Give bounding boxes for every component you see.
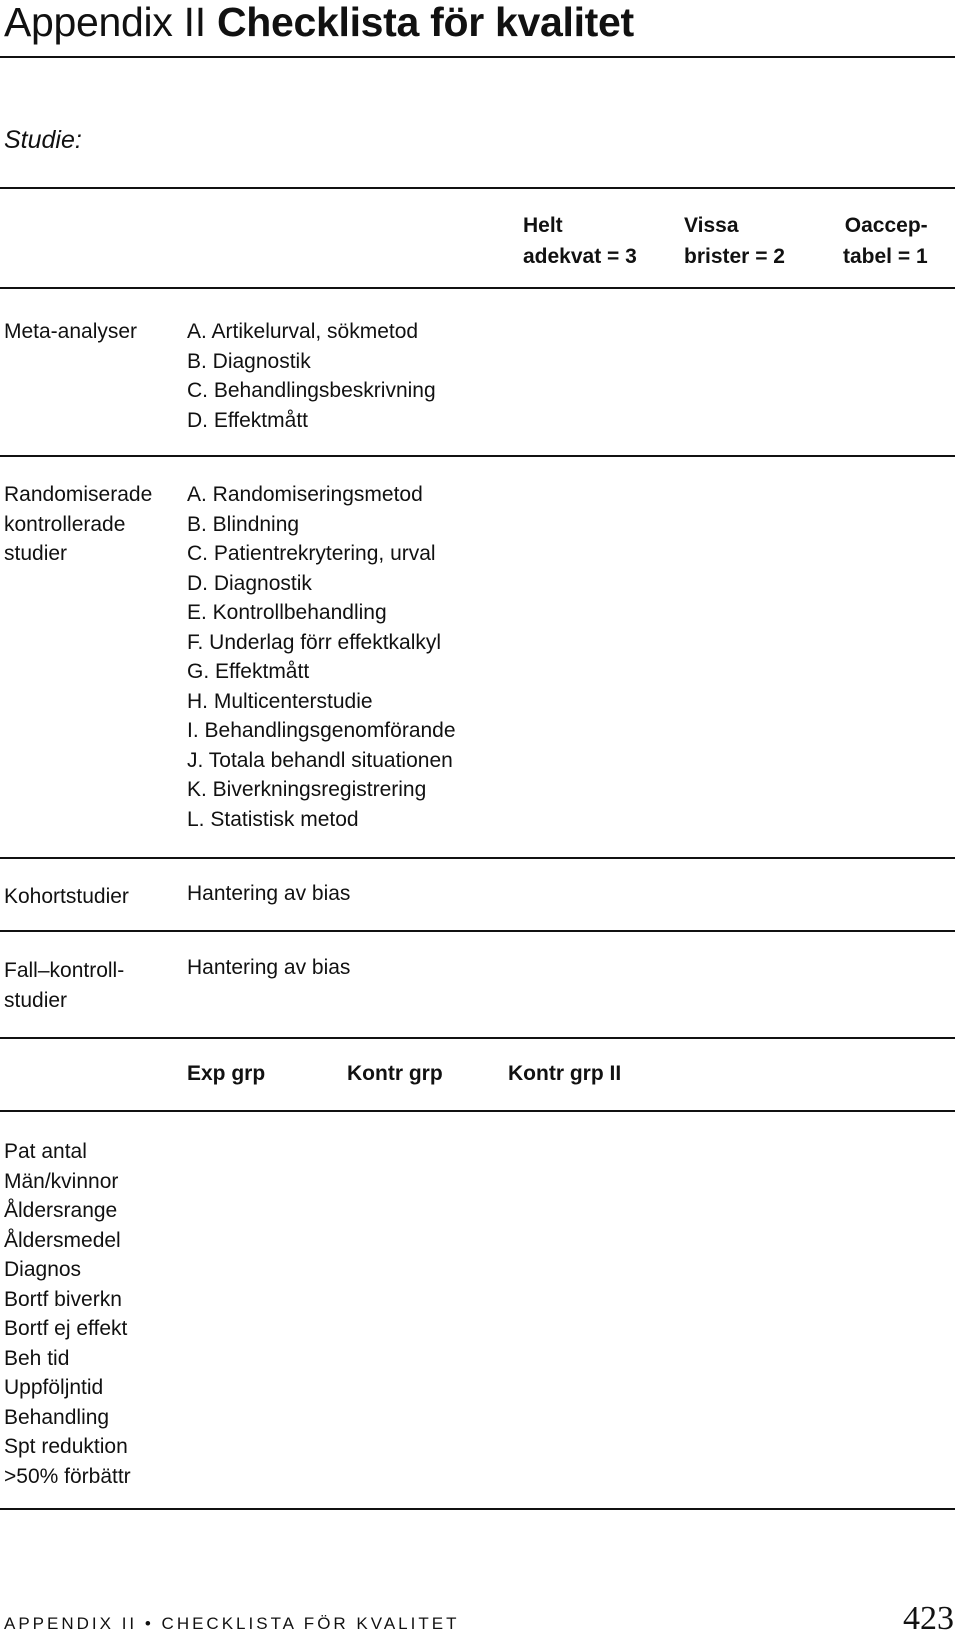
list-item: >50% förbättr bbox=[4, 1464, 131, 1488]
list-item: D. Diagnostik bbox=[187, 571, 312, 595]
list-item: B. Blindning bbox=[187, 512, 300, 536]
cohort-rule bbox=[0, 930, 955, 932]
list-item: Bortf biverkn bbox=[4, 1287, 122, 1311]
page-title bbox=[4, 0, 634, 44]
running-footer: APPENDIX II • CHECKLISTA FÖR KVALITET bbox=[4, 1614, 460, 1633]
list-item: L. Statistisk metod bbox=[187, 807, 359, 831]
patient-rule bbox=[0, 1508, 955, 1510]
header-rule bbox=[0, 287, 955, 289]
group-header-kontr-ii: Kontr grp II bbox=[508, 1062, 622, 1085]
list-item: Pat antal bbox=[4, 1140, 87, 1163]
rct-items bbox=[187, 480, 456, 834]
study-label: Studie: bbox=[4, 126, 82, 154]
study-rule bbox=[0, 187, 955, 189]
list-item: C. Patientrekrytering, urval bbox=[187, 542, 436, 565]
list-item: K. Biverkningsregistrering bbox=[187, 778, 427, 801]
title-prefix: Appendix II bbox=[4, 0, 206, 45]
list-item: A. Randomiseringsmetod bbox=[187, 483, 423, 506]
case-control-text: Hantering av bias bbox=[187, 956, 351, 979]
meta-analysis-items bbox=[187, 317, 436, 435]
rct-rule bbox=[0, 857, 955, 859]
group-header-kontr: Kontr grp bbox=[347, 1062, 443, 1085]
list-item: Män/kvinnor bbox=[4, 1169, 119, 1193]
patient-fields bbox=[4, 1137, 131, 1491]
list-item: C. Behandlingsbeskrivning bbox=[187, 379, 436, 402]
case-control-rule bbox=[0, 1037, 955, 1039]
list-item: G. Effektmått bbox=[187, 660, 310, 683]
list-item: J. Totala behandl situationen bbox=[187, 748, 453, 772]
cohort-text: Hantering av bias bbox=[187, 882, 351, 905]
cohort-label: Kohortstudier bbox=[4, 885, 129, 908]
rating-header-2: Vissa brister = 2 bbox=[684, 214, 785, 268]
list-item: I. Behandlingsgenomförande bbox=[187, 719, 456, 742]
group-header-exp: Exp grp bbox=[187, 1062, 266, 1085]
list-item: Diagnos bbox=[4, 1258, 82, 1281]
list-item: Bortf ej effekt bbox=[4, 1317, 128, 1340]
list-item: E. Kontrollbehandling bbox=[187, 601, 387, 624]
list-item: Åldersrange bbox=[4, 1199, 118, 1222]
list-item: Åldersmedel bbox=[4, 1228, 121, 1252]
list-item: Behandling bbox=[4, 1405, 110, 1429]
list-item: Spt reduktion bbox=[4, 1435, 128, 1458]
list-item: Beh tid bbox=[4, 1346, 70, 1370]
title-rule bbox=[0, 56, 955, 58]
list-item: F. Underlag förr effektkalkyl bbox=[187, 630, 442, 654]
meta-rule bbox=[0, 455, 955, 457]
meta-analysis-label: Meta-analyser bbox=[4, 320, 138, 343]
list-item: A. Artikelurval, sökmetod bbox=[187, 320, 419, 343]
page-number: 423 bbox=[903, 1600, 954, 1637]
title-main: Checklista för kvalitet bbox=[216, 0, 634, 45]
list-item: D. Effektmått bbox=[187, 408, 308, 432]
list-item: Uppföljntid bbox=[4, 1376, 104, 1399]
group-rule bbox=[0, 1110, 955, 1112]
rct-label: Randomiserade kontrollerade studier bbox=[4, 483, 153, 565]
rating-header-3: Helt adekvat = 3 bbox=[523, 214, 637, 268]
list-item: B. Diagnostik bbox=[187, 349, 311, 373]
list-item: H. Multicenterstudie bbox=[187, 689, 373, 713]
case-control-label: Fall–kontroll- studier bbox=[4, 959, 125, 1012]
rating-header-1: Oaccep- tabel = 1 bbox=[843, 214, 928, 268]
